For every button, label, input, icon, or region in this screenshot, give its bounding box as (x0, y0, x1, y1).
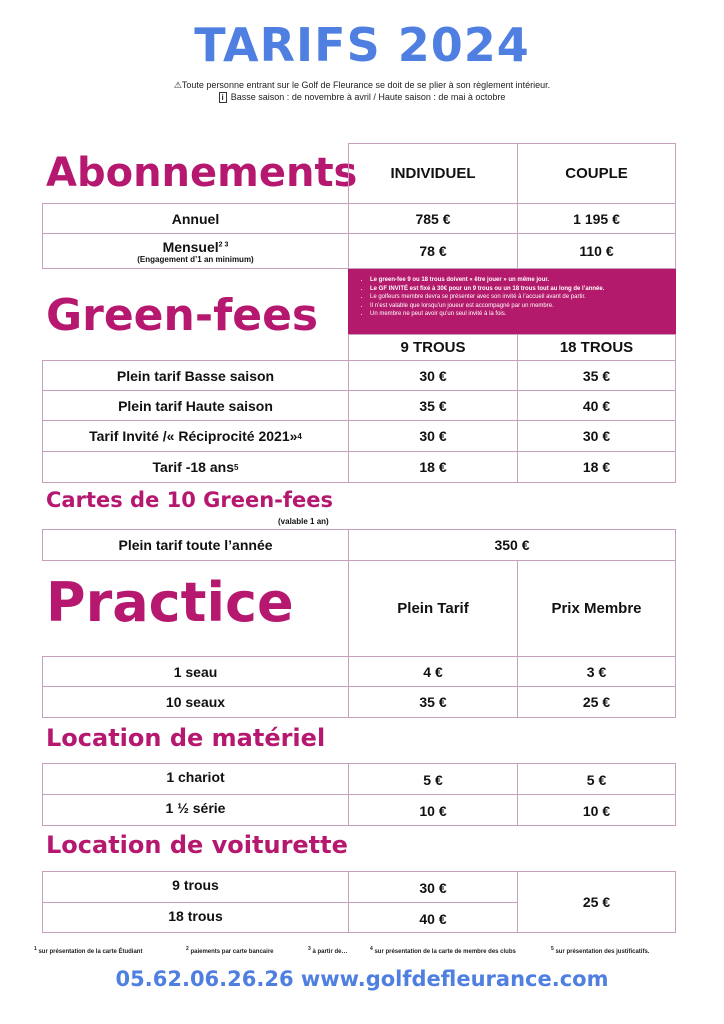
section-green-fees: Green-fees (46, 290, 319, 341)
price-cell: 3 € (517, 656, 676, 687)
col-header-couple: COUPLE (517, 143, 676, 204)
price-cell: 30 € (348, 871, 518, 903)
table-row-label (42, 233, 349, 269)
footnote: $^5$ sur présentation des justificatifs. (551, 946, 650, 955)
note-item: • Il n’est valable que lorsqu’un joueur est accompagné par un membre. (370, 302, 666, 311)
price-cell: 30 € (517, 420, 676, 452)
price-cell: 78 € (348, 233, 518, 269)
price-cell: 30 € (348, 420, 518, 452)
section-abonnements: Abonnements (46, 150, 358, 196)
price-cell: 25 € (517, 686, 676, 718)
table-row-label: Plein tarif toute l’année (42, 529, 349, 561)
validity-note: (valable 1 an) (278, 517, 329, 526)
season-text: Basse saison : de novembre à avril / Haute saison : de mai à octobre (230, 92, 506, 102)
footnote: $^4$ sur présentation de la carte de membre des clubs (370, 946, 516, 955)
col-header-prix-membre: Prix Membre (517, 560, 676, 657)
col-header-18-trous: 18 TROUS (517, 334, 676, 361)
table-row-label: 9 trous (42, 871, 349, 903)
table-row-label: 1 chariot (42, 763, 349, 795)
green-fees-notes (348, 269, 676, 335)
price-cell: 40 € (517, 390, 676, 421)
row-label: Mensuel$^{2 3}$ (162, 238, 229, 255)
price-cell: 10 € (348, 794, 518, 826)
price-cell: 18 € (348, 451, 518, 483)
section-cartes: Cartes de 10 Green-fees (46, 488, 334, 512)
price-cell: 18 € (517, 451, 676, 483)
table-row-label: Tarif -18 ans 5 (42, 451, 349, 483)
price-cell: 30 € (348, 360, 518, 391)
footnote: $^1$ sur présentation de la carte Étudiant (34, 946, 143, 955)
info-icon: i (219, 92, 227, 103)
table-row-label: Plein tarif Basse saison (42, 360, 349, 391)
price-cell: 4 € (348, 656, 518, 687)
price-cell: 350 € (348, 529, 676, 561)
footnote: $^3$ à partir de… (308, 946, 348, 955)
table-row-label: Tarif Invité /« Réciprocité 2021» 4 (42, 420, 349, 452)
contact-line: 05.62.06.26.26 www.golfdefleurance.com (115, 967, 609, 991)
col-header-individuel: INDIVIDUEL (348, 143, 518, 204)
rules-notice: ⚠Toute personne entrant sur le Golf de Fleurance se doit de se plier à son règlement intérieur. (173, 80, 551, 90)
section-location-voiturette: Location de voiturette (46, 831, 348, 859)
section-location-materiel: Location de matériel (46, 724, 326, 752)
price-cell: 35 € (348, 390, 518, 421)
price-cell: 40 € (348, 902, 518, 933)
price-cell: 5 € (517, 763, 676, 795)
footnote: $^2$ paiements par carte bancaire (186, 946, 274, 955)
table-row-label: 1 ½ série (42, 794, 349, 826)
table-row-label (42, 203, 349, 234)
table-row-label: 10 seaux (42, 686, 349, 718)
price-cell: 10 € (517, 794, 676, 826)
table-row-label: 1 seau (42, 656, 349, 687)
price-cell-shared: 25 € (517, 871, 676, 933)
price-cell: 35 € (348, 686, 518, 718)
note-item: • Le golfeurs membre devra se présenter avec son invité à l’accueil avant de partir. (370, 293, 666, 302)
section-practice: Practice (46, 571, 294, 634)
price-cell: 785 € (348, 203, 518, 234)
col-header-9-trous: 9 TROUS (348, 334, 518, 361)
note-item: • Un membre ne peut avoir qu’un seul invité à la fois. (370, 310, 666, 319)
note-item: • Le green-fee 9 ou 18 trous doivent « être jouer » un même jour. (370, 276, 666, 285)
price-cell: 5 € (348, 763, 518, 795)
row-sublabel: (Engagement d’1 an minimum) (137, 254, 254, 264)
price-cell: 1 195 € (517, 203, 676, 234)
table-row-label: Plein tarif Haute saison (42, 390, 349, 421)
note-item: • Le GF INVITÉ est fixé à 30€ pour un 9 trous ou un 18 trous tout au long de l’année. (370, 285, 666, 294)
col-header-plein-tarif: Plein Tarif (348, 560, 518, 657)
page-title: TARIFS 2024 (194, 18, 530, 72)
table-row-label: 18 trous (42, 902, 349, 933)
price-cell: 110 € (517, 233, 676, 269)
price-cell: 35 € (517, 360, 676, 391)
season-notice (0, 92, 724, 103)
row-label: Annuel (171, 210, 220, 227)
